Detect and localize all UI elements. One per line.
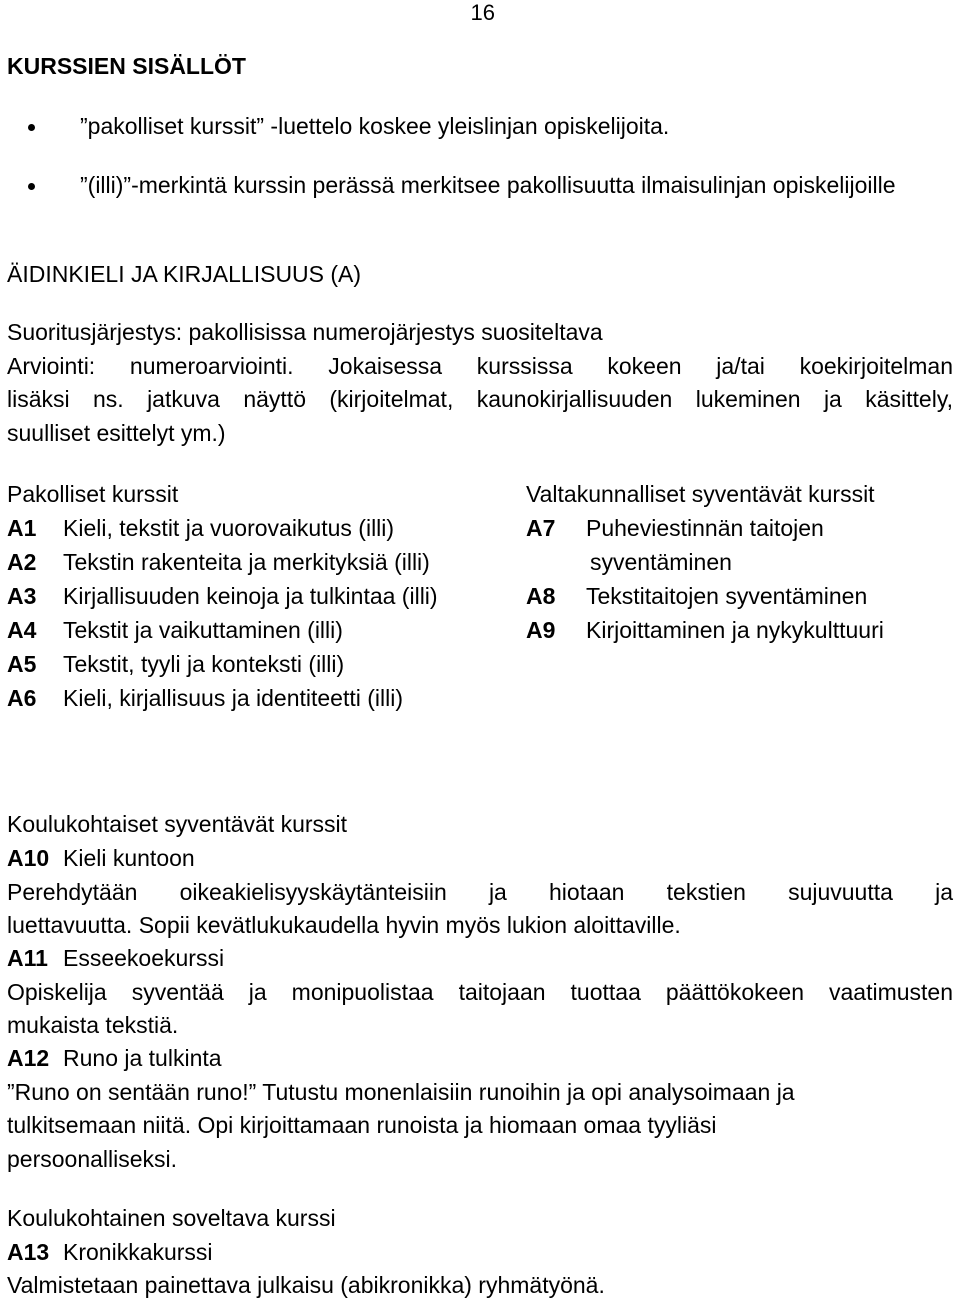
course-code: A4 (7, 617, 37, 643)
national-heading: Valtakunnalliset syventävät kurssit (526, 481, 875, 507)
course-row (7, 1042, 222, 1075)
course-code: A5 (7, 651, 37, 677)
course-name: Kronikkakurssi (63, 1239, 213, 1265)
course-description: luettavuutta. Sopii kevätlukukaudella hyvin myös lukion aloittaville. (7, 912, 681, 938)
course-name: Tekstit ja vaikuttaminen (illi) (63, 617, 343, 643)
course-row (7, 682, 403, 715)
course-name: Kieli kuntoon (63, 845, 195, 871)
course-name: Tekstitaitojen syventäminen (586, 583, 868, 609)
compulsory-heading: Pakolliset kurssit (7, 481, 179, 507)
assessment-line-3: suulliset esittelyt ym.) (7, 420, 226, 446)
school-applied-heading: Koulukohtainen soveltava kurssi (7, 1205, 336, 1231)
page-title: KURSSIEN SISÄLLÖT (7, 53, 246, 79)
list-item (0, 110, 900, 143)
course-row (526, 580, 867, 613)
course-name-continued: syventäminen (590, 549, 732, 575)
course-code: A11 (7, 945, 48, 971)
bullet-icon (28, 183, 35, 190)
course-code: A12 (7, 1045, 50, 1071)
course-code: A1 (7, 515, 37, 541)
course-name: Kirjallisuuden keinoja ja tulkintaa (illi) (63, 583, 438, 609)
course-row (7, 580, 438, 613)
course-code: A7 (526, 515, 556, 541)
course-description: tulkitsemaan niitä. Opi kirjoittamaan runoista ja hiomaan omaa tyyliäsi (7, 1112, 717, 1138)
course-row (7, 614, 343, 647)
course-row (526, 512, 824, 545)
course-row (7, 546, 430, 579)
course-code: A8 (526, 583, 556, 609)
course-code: A6 (7, 685, 37, 711)
section-heading: ÄIDINKIELI JA KIRJALLISUUS (A) (7, 261, 362, 287)
bullet-icon (28, 124, 35, 131)
bullet-list (0, 110, 960, 228)
course-description: persoonalliseksi. (7, 1146, 178, 1172)
course-row (7, 512, 394, 545)
course-row (526, 614, 884, 647)
course-name: Tekstit, tyyli ja konteksti (illi) (63, 651, 345, 677)
course-name: Runo ja tulkinta (63, 1045, 222, 1071)
course-row (7, 648, 344, 681)
course-description: Opiskelija syventää ja monipuolistaa taitojaan tuottaa päättökokeen vaatimusten (7, 979, 953, 1005)
page-number: 16 (470, 0, 495, 25)
list-item (0, 169, 900, 202)
bullet-text: ”(illi)”-merkintä kurssin perässä merkitsee pakollisuutta ilmaisulinjan opiskelijoille (80, 172, 896, 198)
bullet-text: ”pakolliset kurssit” -luettelo koskee yleislinjan opiskelijoita. (80, 113, 670, 139)
course-code: A2 (7, 549, 37, 575)
course-description: ”Runo on sentään runo!” Tutustu monenlaisiin runoihin ja opi analysoimaan ja (7, 1079, 795, 1105)
assessment-line-2: lisäksi ns. jatkuva näyttö (kirjoitelmat, kaunokirjallisuuden lukeminen ja käsittely, (7, 386, 953, 412)
course-row (7, 842, 195, 875)
course-code: A9 (526, 617, 556, 643)
course-row (7, 1236, 213, 1269)
course-description: Valmistetaan painettava julkaisu (abikronikka) ryhmätyönä. (7, 1272, 605, 1298)
course-name: Tekstin rakenteita ja merkityksiä (illi) (63, 549, 430, 575)
assessment-line-1: Arviointi: numeroarviointi. Jokaisessa kurssissa kokeen ja/tai koekirjoitelman (7, 353, 953, 379)
course-name: Kirjoittaminen ja nykykulttuuri (586, 617, 884, 643)
course-name: Kieli, kirjallisuus ja identiteetti (illi) (63, 685, 404, 711)
course-row (7, 942, 224, 975)
course-code: A10 (7, 845, 50, 871)
course-name: Kieli, tekstit ja vuorovaikutus (illi) (63, 515, 395, 541)
course-name: Esseekoekurssi (63, 945, 225, 971)
school-advanced-heading: Koulukohtaiset syventävät kurssit (7, 811, 348, 837)
course-description: Perehdytään oikeakielisyyskäytänteisiin ja hiotaan tekstien sujuvuutta ja (7, 879, 953, 905)
course-code: A3 (7, 583, 37, 609)
course-description: mukaista tekstiä. (7, 1012, 179, 1038)
course-name: Puheviestinnän taitojen (586, 515, 824, 541)
order-text: Suoritusjärjestys: pakollisissa numerojärjestys suositeltava (7, 319, 603, 345)
course-code: A13 (7, 1239, 50, 1265)
